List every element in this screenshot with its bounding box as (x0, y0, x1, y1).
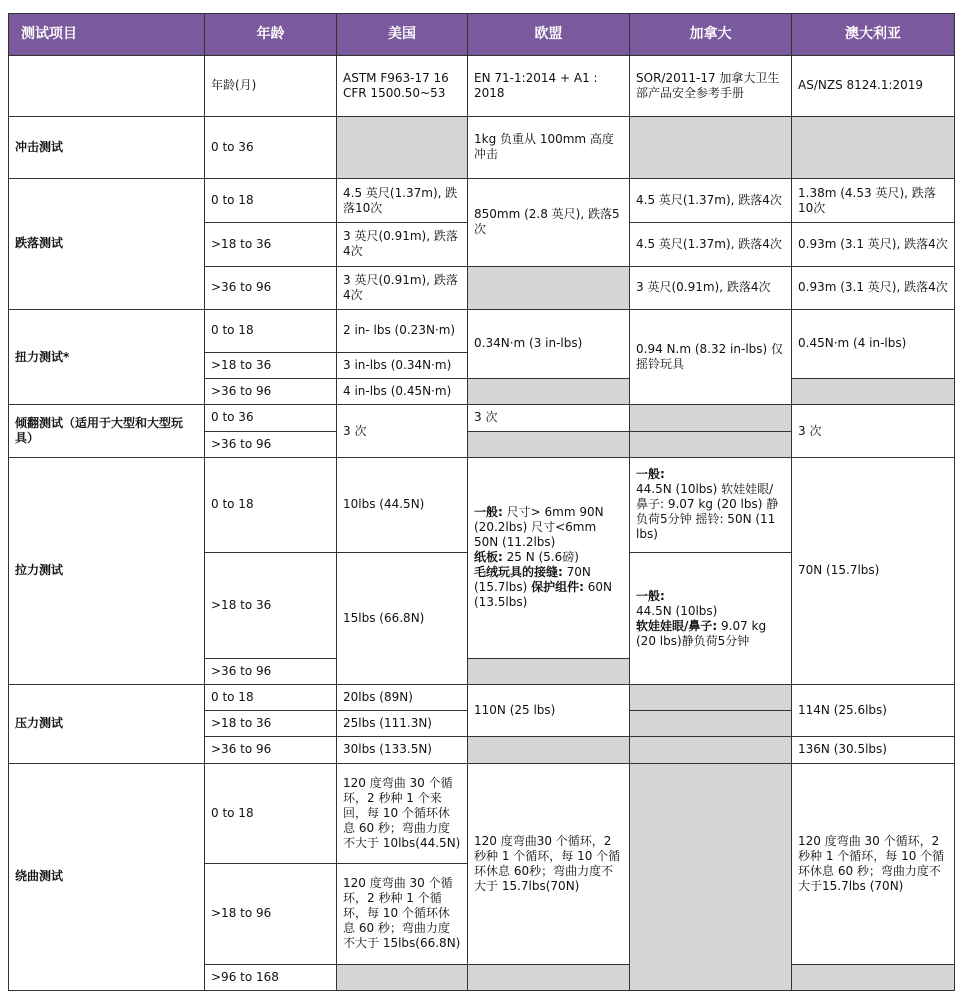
tipover-test-name: 倾翻测试（适用于大型和大型玩具） (9, 405, 205, 457)
drop-australia-1: 1.38m (4.53 英尺), 跌落10次 (792, 178, 955, 222)
torque-age-3: >36 to 96 (205, 379, 337, 405)
torque-age-1: 0 to 18 (205, 309, 337, 352)
drop-us-3: 3 英尺(0.91m), 跌落4次 (337, 266, 468, 309)
compression-canada-empty-1 (630, 685, 792, 711)
drop-age-1: 0 to 18 (205, 178, 337, 222)
drop-australia-3: 0.93m (3.1 英尺), 跌落4次 (792, 266, 955, 309)
drop-eu: 850mm (2.8 英尺), 跌落5次 (468, 178, 630, 266)
tension-eu-plush-label: 毛绒玩具的接缝: (474, 565, 563, 580)
flexure-eu: 120 度弯曲30 个循环，2 秒种 1 个循环，每 10 个循环休息 60秒；弯曲力度不大于 15.7lbs(70N) (468, 763, 630, 964)
flexure-age-2: >18 to 96 (205, 864, 337, 965)
tipover-eu-empty (468, 431, 630, 457)
canada-standard: SOR/2011-17 加拿大卫生部产品安全参考手册 (630, 56, 792, 116)
tension-eu-empty (468, 658, 630, 684)
header-australia: 澳大利亚 (792, 14, 955, 56)
header-us: 美国 (337, 14, 468, 56)
flexure-age-1: 0 to 18 (205, 763, 337, 864)
compression-eu: 110N (25 lbs) (468, 685, 630, 737)
tension-eu-cardboard-text: 25 N (5.6磅) (502, 550, 579, 565)
tension-canada-1 (630, 457, 792, 553)
header-age: 年龄 (205, 14, 337, 56)
tipover-canada-empty-2 (630, 431, 792, 457)
drop-eu-empty (468, 266, 630, 309)
tipover-row-1 (9, 405, 955, 431)
eu-standard: EN 71-1:2014 + A1 : 2018 (468, 56, 630, 116)
tension-canada-doll-text: 9.07 kg (20 lbs)静负荷5分钟 (636, 618, 767, 648)
tipover-age-1: 0 to 36 (205, 405, 337, 431)
tension-canada-text-1: 44.5N (10lbs) 软娃娃眼/鼻子: 9.07 kg (20 lbs) 静负荷5分钟 摇铃: 50N (11 lbs) (636, 482, 779, 542)
impact-us-empty (337, 116, 468, 178)
tipover-age-2: >36 to 96 (205, 431, 337, 457)
flexure-us-2: 120 度弯曲 30 个循环，2 秒种 1 个循环，每 10 个循环休息 60 秒；弯曲力度不大于 15lbs(66.8N) (337, 864, 468, 965)
compression-us-3: 30lbs (133.5N) (337, 737, 468, 763)
compression-test-name: 压力测试 (9, 685, 205, 763)
tension-age-1: 0 to 18 (205, 457, 337, 553)
flexure-eu-empty (468, 964, 630, 990)
australia-standard: AS/NZS 8124.1:2019 (792, 56, 955, 116)
torque-row-1 (9, 309, 955, 352)
flexure-us-empty (337, 964, 468, 990)
compression-row-1 (9, 685, 955, 711)
tipover-eu: 3 次 (468, 405, 630, 431)
torque-australia: 0.45N·m (4 in-lbs) (792, 309, 955, 378)
impact-row (9, 116, 955, 178)
tension-eu-protect-label: 保护组件: (531, 580, 584, 595)
test-comparison-table (8, 13, 955, 991)
tension-test-name: 拉力测试 (9, 457, 205, 684)
impact-age: 0 to 36 (205, 116, 337, 178)
drop-age-3: >36 to 96 (205, 266, 337, 309)
tension-canada-text-2: 44.5N (10lbs) (636, 603, 718, 618)
drop-age-2: >18 to 36 (205, 223, 337, 266)
standards-empty-cell (9, 56, 205, 116)
tension-eu-plush-text: 70N (15.7lbs) (474, 565, 591, 595)
tension-age-2: >18 to 36 (205, 553, 337, 659)
impact-australia-empty (792, 116, 955, 178)
flexure-australia: 120 度弯曲 30 个循环，2 秒种 1 个循环，每 10 个循环休息 60 秒；弯曲力度不大于15.7lbs (70N) (792, 763, 955, 964)
flexure-row-1 (9, 763, 955, 864)
compression-canada-empty-3 (630, 737, 792, 763)
tension-canada-doll-label: 软娃娃眼/鼻子: (636, 618, 718, 633)
torque-australia-empty (792, 379, 955, 405)
torque-us-3: 4 in-lbs (0.45N·m) (337, 379, 468, 405)
flexure-australia-empty (792, 964, 955, 990)
flexure-us-1: 120 度弯曲 30 个循环，2 秒种 1 个来回，每 10 个循环休息 60 秒；弯曲力度不大于 10lbs(44.5N) (337, 763, 468, 864)
flexure-test-name: 绕曲测试 (9, 763, 205, 990)
compression-australia-2: 136N (30.5lbs) (792, 737, 955, 763)
tension-eu (468, 457, 630, 658)
drop-canada-3: 3 英尺(0.91m), 跌落4次 (630, 266, 792, 309)
compression-age-2: >18 to 36 (205, 711, 337, 737)
tipover-us: 3 次 (337, 405, 468, 457)
tension-eu-protect-text: 60N (13.5lbs) (474, 580, 612, 610)
tension-canada-general-label-2: 一般: (636, 588, 665, 603)
drop-row-1 (9, 178, 955, 222)
tension-australia: 70N (15.7lbs) (792, 457, 955, 684)
compression-eu-empty (468, 737, 630, 763)
flexure-canada-empty (630, 763, 792, 990)
drop-test-name: 跌落测试 (9, 178, 205, 309)
torque-us-2: 3 in-lbs (0.34N·m) (337, 353, 468, 379)
torque-age-2: >18 to 36 (205, 353, 337, 379)
torque-eu: 0.34N·m (3 in-lbs) (468, 309, 630, 378)
compression-us-1: 20lbs (89N) (337, 685, 468, 711)
drop-canada-2: 4.5 英尺(1.37m), 跌落4次 (630, 223, 792, 266)
tipover-canada-empty-1 (630, 405, 792, 431)
header-test-item: 测试项目 (9, 14, 205, 56)
tipover-australia: 3 次 (792, 405, 955, 457)
drop-us-1: 4.5 英尺(1.37m), 跌落10次 (337, 178, 468, 222)
tension-row-1 (9, 457, 955, 553)
drop-canada-1: 4.5 英尺(1.37m), 跌落4次 (630, 178, 792, 222)
compression-australia-1: 114N (25.6lbs) (792, 685, 955, 737)
standards-row (9, 56, 955, 116)
flexure-age-3: >96 to 168 (205, 964, 337, 990)
torque-eu-empty (468, 379, 630, 405)
torque-canada: 0.94 N.m (8.32 in-lbs) 仅摇铃玩具 (630, 309, 792, 405)
compression-age-3: >36 to 96 (205, 737, 337, 763)
tension-canada-general-label-1: 一般: (636, 467, 665, 482)
age-unit-cell: 年龄(月) (205, 56, 337, 116)
header-eu: 欧盟 (468, 14, 630, 56)
torque-us-1: 2 in- lbs (0.23N·m) (337, 309, 468, 352)
compression-us-2: 25lbs (111.3N) (337, 711, 468, 737)
impact-test-name: 冲击测试 (9, 116, 205, 178)
tension-us-2: 15lbs (66.8N) (337, 553, 468, 685)
tension-eu-general-text: 尺寸> 6mm 90N (20.2lbs) 尺寸<6mm 50N (11.2lbs) (474, 505, 604, 550)
compression-age-1: 0 to 18 (205, 685, 337, 711)
tension-canada-2 (630, 553, 792, 685)
tension-eu-cardboard-label: 纸板: (474, 550, 503, 565)
tension-age-3: >36 to 96 (205, 658, 337, 684)
compression-canada-empty-2 (630, 711, 792, 737)
header-row (9, 14, 955, 56)
us-standard: ASTM F963-17 16 CFR 1500.50~53 (337, 56, 468, 116)
torque-test-name: 扭力测试* (9, 309, 205, 405)
drop-australia-2: 0.93m (3.1 英尺), 跌落4次 (792, 223, 955, 266)
drop-us-2: 3 英尺(0.91m), 跌落4次 (337, 223, 468, 266)
tension-us-1: 10lbs (44.5N) (337, 457, 468, 553)
impact-canada-empty (630, 116, 792, 178)
tension-eu-general-label: 一般: (474, 505, 503, 520)
header-canada: 加拿大 (630, 14, 792, 56)
impact-eu: 1kg 负重从 100mm 高度冲击 (468, 116, 630, 178)
